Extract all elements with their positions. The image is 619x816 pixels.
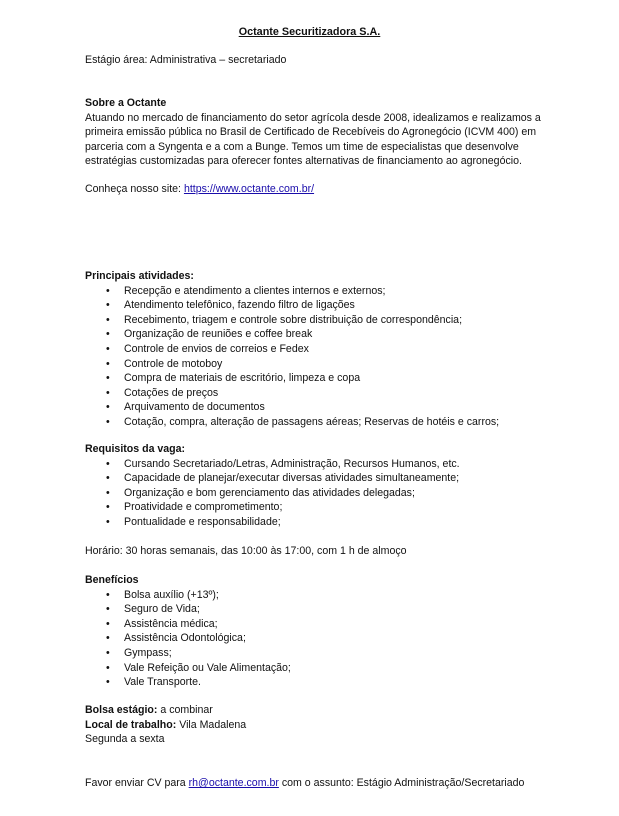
- list-item: • Recepção e atendimento a clientes internos e externos;: [85, 284, 545, 299]
- requirements-section: [85, 442, 545, 530]
- terms-section: [85, 703, 545, 747]
- location-value: Vila Madalena: [176, 718, 247, 731]
- location-line: [85, 718, 545, 733]
- document-title: Octante Securitizadora S.A.: [238, 26, 381, 38]
- list-item: • Proatividade e comprometimento;: [85, 500, 545, 515]
- activities-heading: Principais atividades:: [85, 270, 194, 282]
- list-item: • Controle de envios de correios e Fedex: [85, 342, 545, 357]
- list-item: • Bolsa auxílio (+13º);: [85, 588, 545, 603]
- about-heading: Sobre a Octante: [85, 97, 167, 109]
- activities-section: [85, 269, 545, 430]
- list-item: • Atendimento telefônico, fazendo filtro de ligações: [85, 298, 545, 313]
- location-label: Local de trabalho:: [85, 718, 177, 731]
- list-item: • Organização e bom gerenciamento das atividades delegadas;: [85, 486, 545, 501]
- internship-area: Estágio área: Administrativa – secretariado: [85, 54, 287, 66]
- requirements-heading: Requisitos da vaga:: [85, 443, 186, 455]
- stipend-value: a combinar: [157, 704, 213, 716]
- email-link[interactable]: rh@octante.com.br: [188, 777, 279, 789]
- list-item: • Assistência médica;: [85, 617, 545, 632]
- list-item: • Cotações de preços: [85, 386, 545, 401]
- about-text: Atuando no mercado de financiamento do setor agrícola desde 2008, idealizamos e realizamos a primeira emissão pública no Brasil de Certificado de Recebíveis do Agronegócio (ICVM 400) em parceria com a Syngenta e a com a Bunge. Temos um time de especialistas que desenvolve estratégias customizadas para oferecer fontes alternativas de financiamento ao agronegócio.: [85, 111, 541, 168]
- activities-list: [85, 284, 545, 430]
- benefits-heading: Benefícios: [85, 574, 139, 586]
- list-item: • Cursando Secretariado/Letras, Administração, Recursos Humanos, etc.: [85, 457, 545, 472]
- site-line: [85, 182, 545, 197]
- list-item: • Controle de motoboy: [85, 357, 545, 372]
- list-item: • Cotação, compra, alteração de passagens aéreas; Reservas de hotéis e carros;: [85, 415, 545, 430]
- list-item: • Pontualidade e responsabilidade;: [85, 515, 545, 530]
- footer-prefix: Favor enviar CV para: [85, 777, 189, 789]
- list-item: • Organização de reuniões e coffee break: [85, 327, 545, 342]
- benefits-section: [85, 573, 545, 690]
- stipend-label: Bolsa estágio:: [85, 704, 158, 716]
- list-item: • Vale Refeição ou Vale Alimentação;: [85, 661, 545, 676]
- list-item: • Assistência Odontológica;: [85, 631, 545, 646]
- list-item: • Vale Transporte.: [85, 675, 545, 690]
- list-item: • Recebimento, triagem e controle sobre distribuição de correspondência;: [85, 313, 545, 328]
- list-item: • Seguro de Vida;: [85, 602, 545, 617]
- benefits-list: [85, 588, 545, 690]
- list-item: • Compra de materiais de escritório, limpeza e copa: [85, 371, 545, 386]
- list-item: • Gympass;: [85, 646, 545, 661]
- site-label: Conheça nosso site:: [85, 183, 184, 195]
- list-item: • Arquivamento de documentos: [85, 400, 545, 415]
- footer-line: [85, 776, 585, 791]
- stipend-line: [85, 703, 545, 718]
- work-days: Segunda a sexta: [85, 733, 165, 746]
- footer-suffix: com o assunto: Estágio Administração/Secretariado: [278, 777, 525, 789]
- list-item: • Capacidade de planejar/executar diversas atividades simultaneamente;: [85, 471, 545, 486]
- schedule-line: Horário: 30 horas semanais, das 10:00 às 17:00, com 1 h de almoço: [85, 545, 407, 557]
- about-section: [85, 96, 545, 169]
- site-link[interactable]: https://www.octante.com.br/: [183, 183, 315, 195]
- requirements-list: [85, 457, 545, 530]
